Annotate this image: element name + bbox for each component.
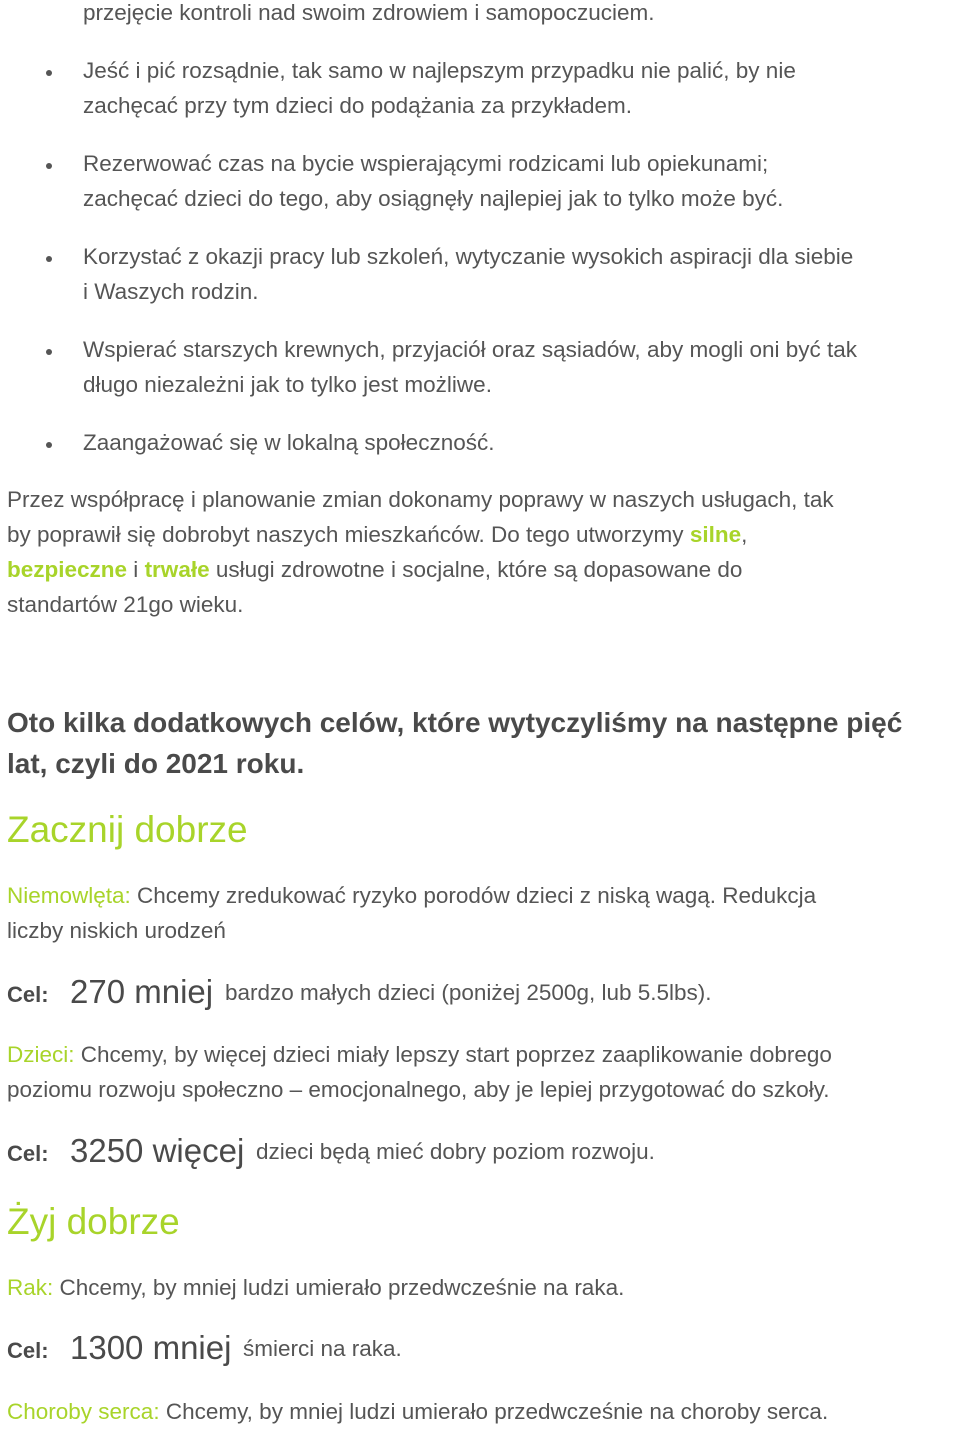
intro-continuation: przejęcie kontroli nad swoim zdrowiem i samopoczuciem. xyxy=(83,0,655,25)
goals-heading-line: lat, czyli do 2021 roku. xyxy=(7,748,305,779)
list-item-line: i Waszych rodzin. xyxy=(83,279,259,304)
infants-line xyxy=(7,879,816,913)
list-item-line: zachęcać przy tym dzieci do podążania za przykładem. xyxy=(83,93,633,118)
section-title-live-well: Żyj dobrze xyxy=(7,1201,180,1242)
paragraph-line: Przez współpracę i planowanie zmian dokonamy poprawy w naszych usługach, tak xyxy=(7,487,834,512)
list-item-line: zachęcać dzieci do tego, aby osiągnęły najlepiej jak to tylko może być. xyxy=(83,186,784,211)
paragraph-text: by poprawił się dobrobyt naszych mieszkańców. Do tego utworzymy xyxy=(7,522,690,547)
bullet-icon xyxy=(46,256,52,262)
list-item-line: Rezerwować czas na bycie wspierającymi rodzicami lub opiekunami; xyxy=(83,151,769,176)
list-item-line: długo niezależni jak to tylko jest możliwe. xyxy=(83,372,492,397)
paragraph-text: i xyxy=(127,557,145,582)
infants-label: Niemowlęta: xyxy=(7,883,131,908)
goal-number: 1300 mniej xyxy=(70,1329,232,1366)
keyword-durable: trwałe xyxy=(144,557,210,582)
goal-text: bardzo małych dzieci (poniżej 2500g, lub 5.5lbs). xyxy=(225,980,712,1005)
cancer-text: Chcemy, by mniej ludzi umierało przedwcześnie na raka. xyxy=(53,1275,625,1300)
children-line: poziomu rozwoju społeczno – emocjonalnego, aby je lepiej przygotować do szkoły. xyxy=(7,1077,830,1102)
heart-disease-text: Chcemy, by mniej ludzi umierało przedwcześnie na choroby serca. xyxy=(159,1399,829,1424)
heart-disease-line xyxy=(7,1395,828,1429)
heart-disease-label: Choroby serca: xyxy=(7,1399,160,1424)
list-item-line: Wspierać starszych krewnych, przyjaciół oraz sąsiadów, aby mogli oni być tak xyxy=(83,337,858,362)
list-item-line: Jeść i pić rozsądnie, tak samo w najlepszym przypadku nie palić, by nie xyxy=(83,58,796,83)
section-title-start-well: Zacznij dobrze xyxy=(7,809,248,850)
paragraph-comma: , xyxy=(741,522,748,547)
goal-label: Cel: xyxy=(7,1338,49,1363)
list-item-line: Zaangażować się w lokalną społeczność. xyxy=(83,430,495,455)
list-item-line: Korzystać z okazji pracy lub szkoleń, wytyczanie wysokich aspiracji dla siebie xyxy=(83,244,854,269)
cancer-line xyxy=(7,1271,624,1305)
paragraph-line xyxy=(7,553,742,587)
bullet-icon xyxy=(46,349,52,355)
keyword-safe: bezpieczne xyxy=(7,557,128,582)
goal-number: 3250 więcej xyxy=(70,1132,245,1169)
goal-label: Cel: xyxy=(7,1141,49,1166)
paragraph-line: standartów 21go wieku. xyxy=(7,592,244,617)
goal-text: śmierci na raka. xyxy=(243,1336,402,1361)
paragraph-text: usługi zdrowotne i socjalne, które są dopasowane do xyxy=(209,557,743,582)
goal-label: Cel: xyxy=(7,982,49,1007)
infants-line: liczby niskich urodzeń xyxy=(7,918,226,943)
goal-text: dzieci będą mieć dobry poziom rozwoju. xyxy=(256,1139,655,1164)
keyword-strong: silne xyxy=(689,522,742,547)
infants-text: Chcemy zredukować ryzyko porodów dzieci z niską wagą. Redukcja xyxy=(130,883,817,908)
bullet-icon xyxy=(46,163,52,169)
paragraph-line xyxy=(7,518,747,552)
goals-heading-line: Oto kilka dodatkowych celów, które wytyczyliśmy na następne pięć xyxy=(7,707,903,738)
bullet-icon xyxy=(46,70,52,76)
children-line xyxy=(7,1038,832,1072)
bullet-icon xyxy=(46,442,52,448)
children-label: Dzieci: xyxy=(7,1042,75,1067)
cancer-label: Rak: xyxy=(7,1275,54,1300)
children-text: Chcemy, by więcej dzieci miały lepszy start poprzez zaaplikowanie dobrego xyxy=(74,1042,832,1067)
goal-number: 270 mniej xyxy=(70,973,214,1010)
